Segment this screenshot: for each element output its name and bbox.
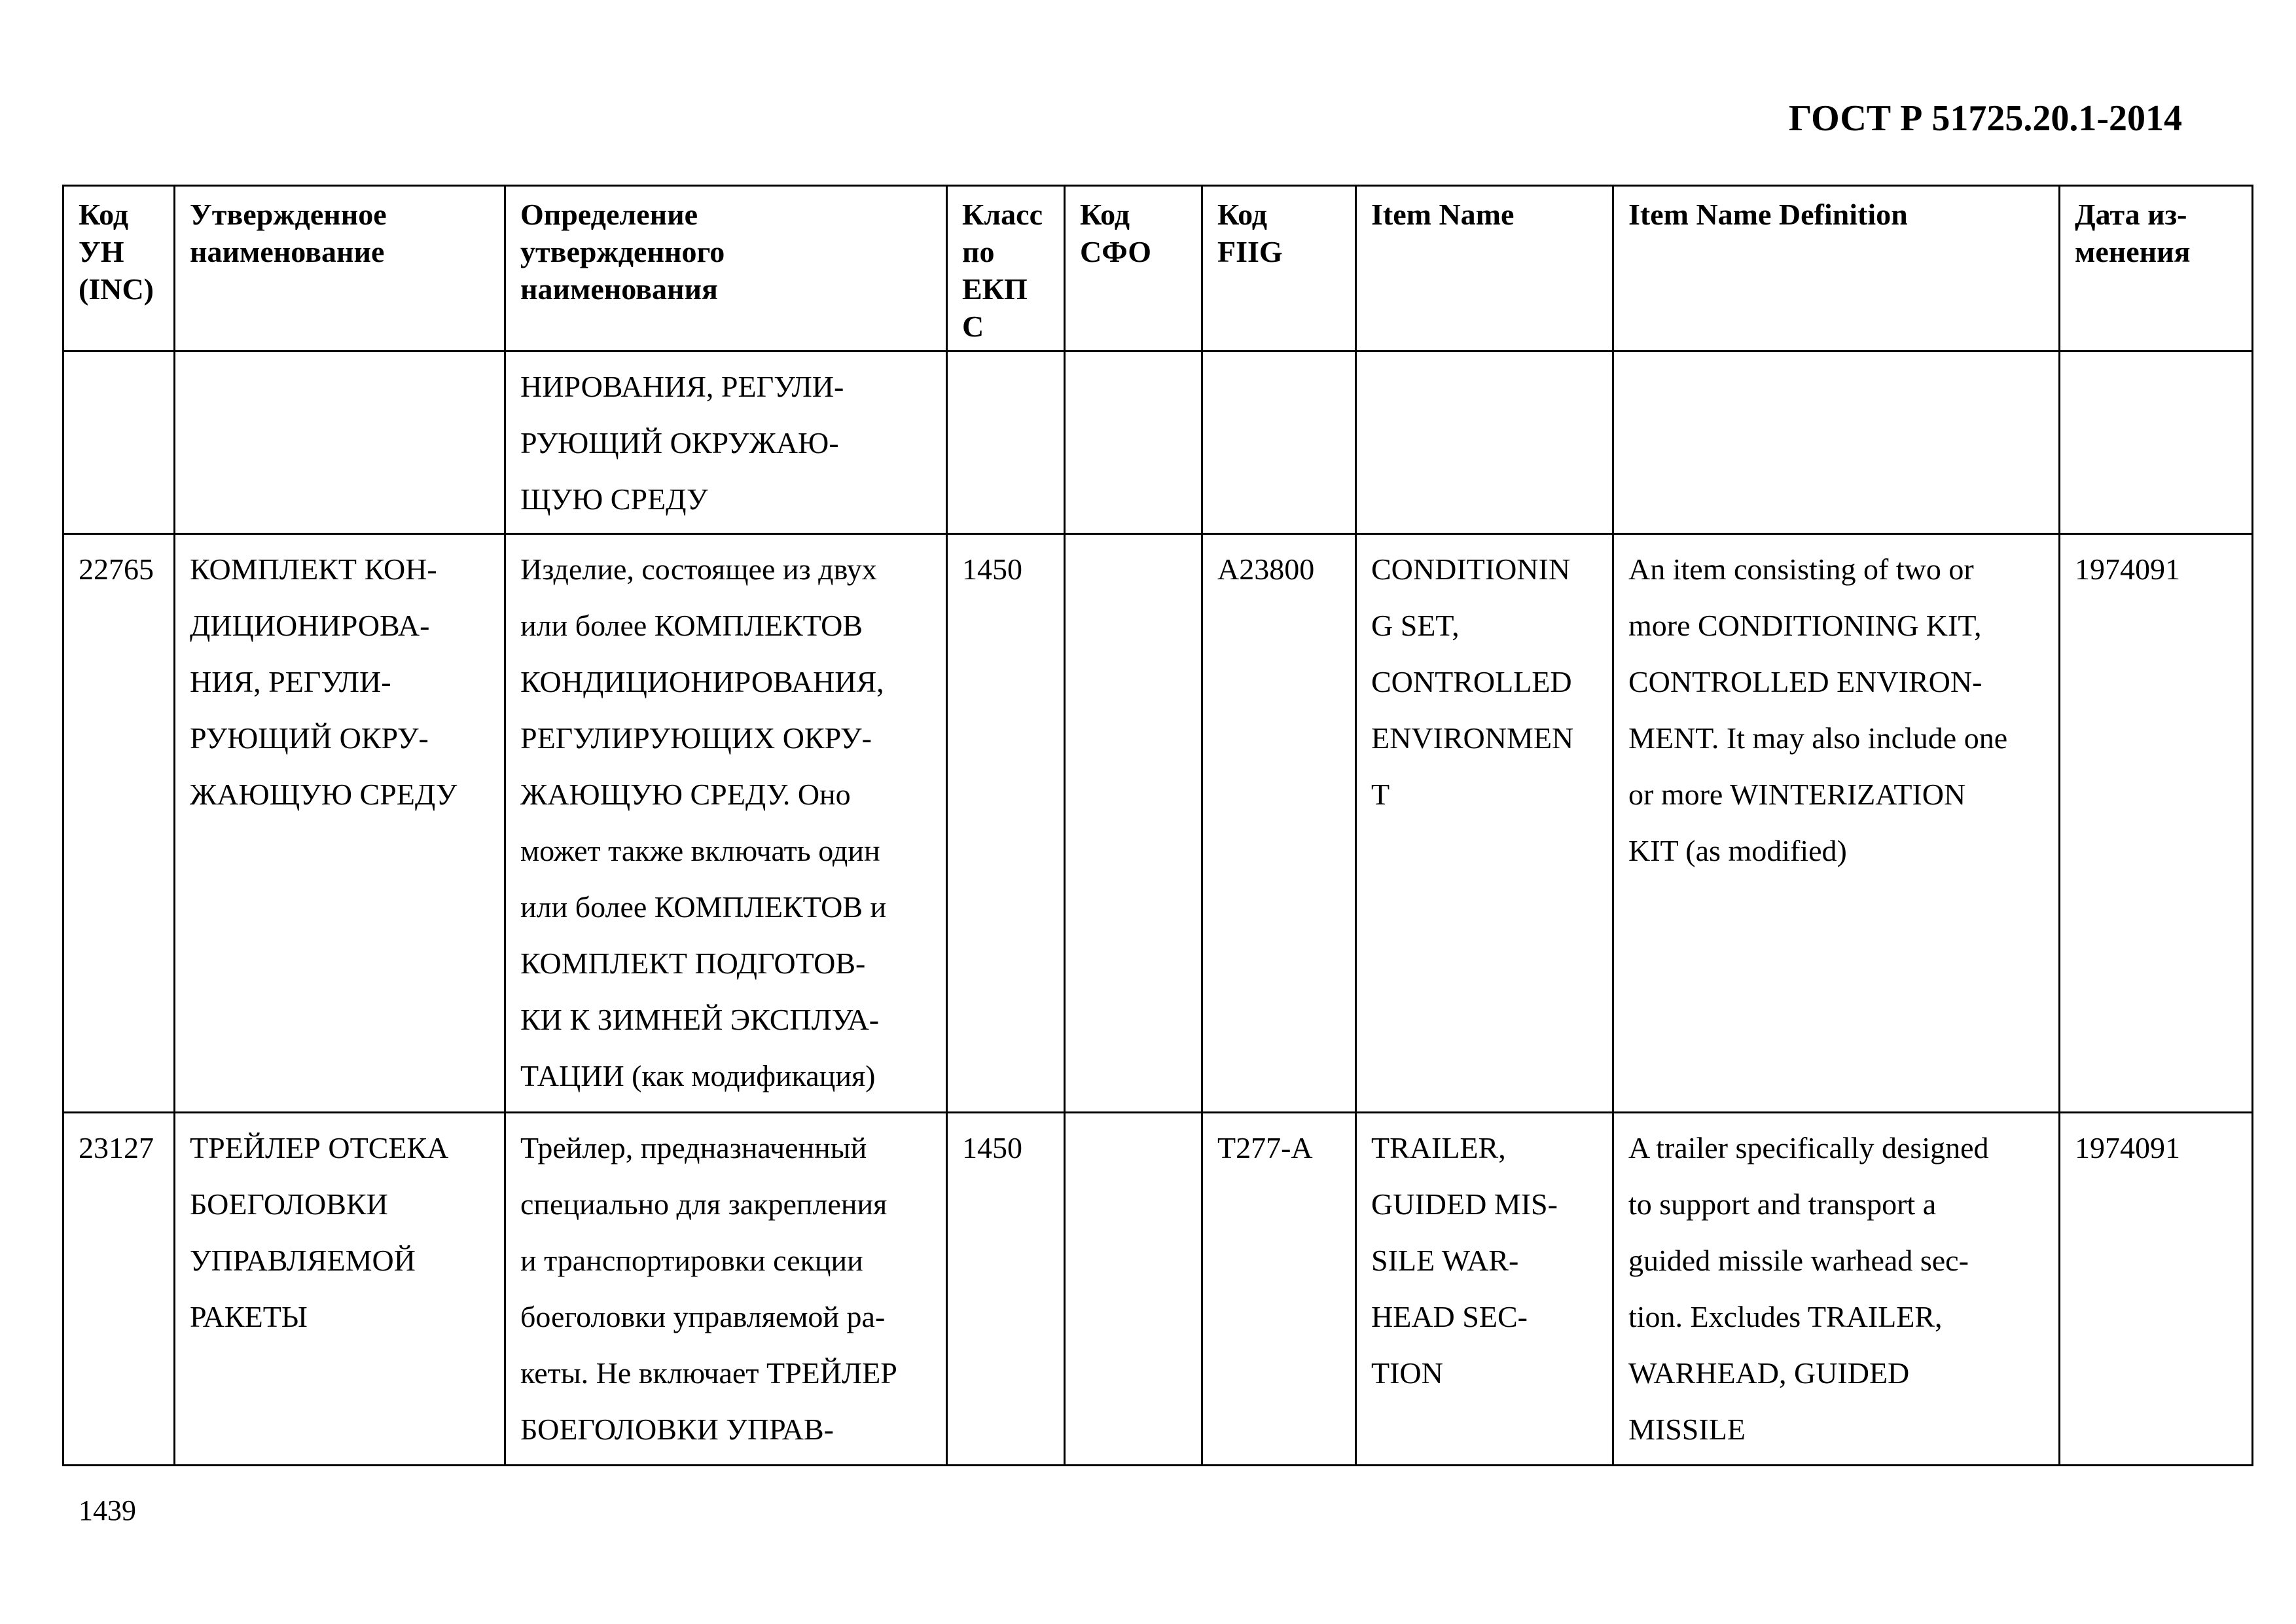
cell-name	[175, 1113, 505, 1466]
cell-text-line: CONTROLLED ENVIRON-	[1628, 665, 1982, 698]
cell-text-line: guided missile warhead sec-	[1628, 1244, 1969, 1277]
cell-sfo	[1065, 534, 1202, 1113]
document-title: ГОСТ Р 51725.20.1-2014	[1788, 98, 2182, 139]
cell-inc	[63, 1113, 175, 1466]
cell-text-line: CONTROLLED	[1371, 665, 1572, 698]
cell-text-line: MENT. It may also include one	[1628, 721, 2008, 755]
cell-text-line: кеты. Не включает ТРЕЙЛЕР	[520, 1356, 897, 1390]
cell-text-line: ENVIRONMEN	[1371, 721, 1574, 755]
cell-name	[175, 534, 505, 1113]
cell-text-line: НИЯ, РЕГУЛИ-	[190, 665, 391, 698]
cell-inc	[63, 352, 175, 534]
cell-name	[175, 352, 505, 534]
column-header	[505, 186, 947, 352]
cell-text-line: ЩУЮ СРЕДУ	[520, 482, 708, 516]
cell-text-line: WARHEAD, GUIDED	[1628, 1356, 1910, 1390]
cell-sfo	[1065, 352, 1202, 534]
cell-item-def	[1613, 352, 2060, 534]
cell-text-line: An item consisting of two or	[1628, 552, 1974, 586]
cell-class	[947, 352, 1065, 534]
column-header-line: Item Name	[1371, 198, 1515, 231]
cell-text-line: A23800	[1217, 552, 1315, 586]
cell-fiig	[1202, 1113, 1356, 1466]
cell-item-def	[1613, 1113, 2060, 1466]
cell-item-name	[1356, 352, 1613, 534]
cell-item-def	[1613, 534, 2060, 1113]
cell-text-line: KIT (as modified)	[1628, 834, 1847, 867]
column-header-line: Код	[1080, 198, 1130, 231]
cell-text-line: GUIDED MIS-	[1371, 1187, 1558, 1221]
cell-text-line: TRAILER,	[1371, 1131, 1506, 1164]
cell-text-line: и транспортировки секции	[520, 1244, 863, 1277]
cell-text-line: боеголовки управляемой ра-	[520, 1300, 886, 1333]
cell-text-line: может также включать один	[520, 834, 880, 867]
cell-text-line: ЖАЮЩУЮ СРЕДУ. Оно	[520, 778, 851, 811]
cell-text-line: to support and transport a	[1628, 1187, 1937, 1221]
cell-text-line: HEAD SEC-	[1371, 1300, 1528, 1333]
column-header-line: утвержденного	[520, 235, 725, 268]
cell-text-line: 1974091	[2075, 1131, 2180, 1164]
cell-fiig	[1202, 352, 1356, 534]
cell-text-line: специально для закрепления	[520, 1187, 888, 1221]
column-header-line: Утвержденное	[190, 198, 387, 231]
column-header	[1202, 186, 1356, 352]
cell-definition	[505, 1113, 947, 1466]
cell-text-line: ТАЦИИ (как модификация)	[520, 1059, 876, 1092]
table-row	[63, 352, 2253, 534]
cell-text-line: или более КОМПЛЕКТОВ и	[520, 890, 887, 924]
column-header-line: FIIG	[1217, 235, 1283, 268]
column-header-line: УН	[79, 235, 124, 268]
cell-text-line: РЕГУЛИРУЮЩИХ ОКРУ-	[520, 721, 872, 755]
column-header-line: наименование	[190, 235, 385, 268]
cell-text-line: CONDITIONIN	[1371, 552, 1571, 586]
cell-date	[2060, 534, 2253, 1113]
cell-text-line: КОНДИЦИОНИРОВАНИЯ,	[520, 665, 884, 698]
cell-text-line: MISSILE	[1628, 1413, 1746, 1446]
column-header	[2060, 186, 2253, 352]
cell-definition	[505, 352, 947, 534]
column-header	[175, 186, 505, 352]
cell-text-line: УПРАВЛЯЕМОЙ	[190, 1244, 416, 1277]
cell-text-line: Изделие, состоящее из двух	[520, 552, 877, 586]
cell-text-line: КОМПЛЕКТ КОН-	[190, 552, 437, 586]
column-header-line: С	[962, 310, 984, 343]
data-table	[62, 185, 2253, 1466]
column-header-line: Дата из-	[2075, 198, 2187, 231]
cell-text-line: T277-A	[1217, 1131, 1313, 1164]
column-header	[1065, 186, 1202, 352]
cell-item-name	[1356, 1113, 1613, 1466]
cell-text-line: 1974091	[2075, 552, 2180, 586]
column-header-line: Код	[1217, 198, 1268, 231]
cell-text-line: 1450	[962, 552, 1022, 586]
cell-text-line: TION	[1371, 1356, 1443, 1390]
cell-text-line: G SET,	[1371, 609, 1460, 642]
cell-text-line: ТРЕЙЛЕР ОТСЕКА	[190, 1131, 449, 1164]
cell-text-line: или более КОМПЛЕКТОВ	[520, 609, 863, 642]
cell-text-line: БОЕГОЛОВКИ УПРАВ-	[520, 1413, 834, 1446]
cell-text-line: Трейлер, предназначенный	[520, 1131, 867, 1164]
cell-text-line: 23127	[79, 1131, 154, 1164]
cell-class	[947, 534, 1065, 1113]
column-header-line: по	[962, 235, 995, 268]
cell-class	[947, 1113, 1065, 1466]
cell-sfo	[1065, 1113, 1202, 1466]
cell-text-line: or more WINTERIZATION	[1628, 778, 1966, 811]
table-row	[63, 534, 2253, 1113]
column-header-line: менения	[2075, 235, 2191, 268]
cell-text-line: БОЕГОЛОВКИ	[190, 1187, 388, 1221]
cell-text-line: РАКЕТЫ	[190, 1300, 308, 1333]
page-number: 1439	[79, 1494, 136, 1526]
column-header-line: наименования	[520, 272, 718, 306]
cell-date	[2060, 1113, 2253, 1466]
cell-text-line: T	[1371, 778, 1390, 811]
column-header	[1356, 186, 1613, 352]
column-header-line: (INC)	[79, 272, 154, 306]
cell-definition	[505, 534, 947, 1113]
column-header-line: Определение	[520, 198, 698, 231]
cell-text-line: КОМПЛЕКТ ПОДГОТОВ-	[520, 947, 866, 980]
cell-text-line: ЖАЮЩУЮ СРЕДУ	[190, 778, 457, 811]
cell-inc	[63, 534, 175, 1113]
column-header-line: Код	[79, 198, 129, 231]
cell-text-line: 1450	[962, 1131, 1022, 1164]
column-header-line: ЕКП	[962, 272, 1028, 306]
table-row	[63, 1113, 2253, 1466]
cell-text-line: SILE WAR-	[1371, 1244, 1519, 1277]
cell-text-line: РУЮЩИЙ ОКРУЖАЮ-	[520, 426, 839, 460]
cell-fiig	[1202, 534, 1356, 1113]
column-header-line: Класс	[962, 198, 1043, 231]
column-header	[63, 186, 175, 352]
cell-text-line: A trailer specifically designed	[1628, 1131, 1989, 1164]
cell-text-line: 22765	[79, 552, 154, 586]
cell-date	[2060, 352, 2253, 534]
column-header	[947, 186, 1065, 352]
column-header-line: Item Name Definition	[1628, 198, 1908, 231]
cell-text-line: НИРОВАНИЯ, РЕГУЛИ-	[520, 370, 844, 403]
cell-text-line: ДИЦИОНИРОВА-	[190, 609, 430, 642]
cell-item-name	[1356, 534, 1613, 1113]
column-header	[1613, 186, 2060, 352]
cell-text-line: more CONDITIONING KIT,	[1628, 609, 1982, 642]
cell-text-line: tion. Excludes TRAILER,	[1628, 1300, 1943, 1333]
cell-text-line: РУЮЩИЙ ОКРУ-	[190, 721, 429, 755]
cell-text-line: КИ К ЗИМНЕЙ ЭКСПЛУА-	[520, 1003, 880, 1036]
table-header-row	[63, 186, 2253, 352]
column-header-line: СФО	[1080, 235, 1152, 268]
